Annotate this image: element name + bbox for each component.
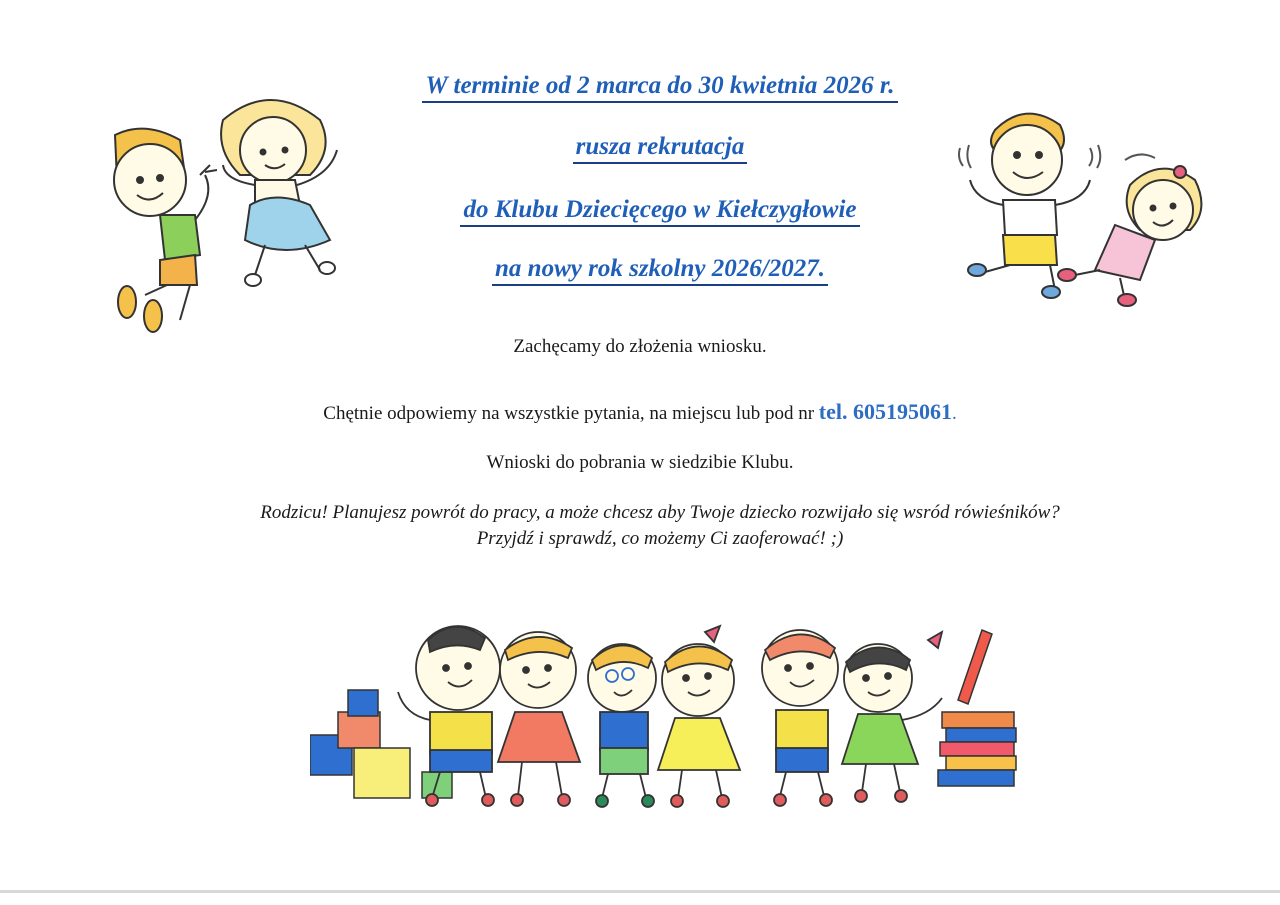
jumping-kids-left-illustration: [105, 80, 365, 340]
heading-recruitment: rusza rekrutacja: [340, 133, 980, 164]
boy-figure: [114, 129, 217, 332]
child-2: [498, 632, 580, 806]
questions-text: Chętnie odpowiemy na wszystkie pytania, na miejscu lub pod nr tel. 605195061.: [323, 399, 957, 424]
scan-edge-line: [0, 890, 1280, 893]
encourage-text: Zachęcamy do złożenia wniosku.: [513, 336, 767, 357]
girl-figure: [1058, 154, 1201, 306]
phone-number[interactable]: tel. 605195061: [818, 399, 952, 424]
kids-row-illustration: [310, 620, 1030, 815]
happy-kids-right-illustration: [955, 100, 1215, 315]
heading-dates: W terminie od 2 marca do 30 kwietnia 2026 r.: [340, 72, 980, 103]
heading-school-year: na nowy rok szkolny 2026/2027.: [340, 255, 980, 286]
child-5: [762, 630, 838, 806]
child-6: [842, 632, 942, 802]
parents-question-line2: Przyjdź i sprawdź, co możemy Ci zaoferować! ;): [476, 528, 844, 549]
girl-figure: [221, 100, 337, 286]
heading-club: do Klubu Dziecięcego w Kiełczygłowie: [340, 196, 980, 227]
child-4: [658, 626, 740, 807]
child-3: [588, 644, 656, 807]
parents-question-line1: Rodzicu! Planujesz powrót do pracy, a może chcesz aby Twoje dziecko rozwijało się wsród rówieśników?: [260, 502, 1060, 523]
boy-figure: [959, 114, 1100, 298]
forms-text: Wnioski do pobrania w siedzibie Klubu.: [486, 452, 794, 473]
pencil-and-books: [938, 630, 1016, 786]
